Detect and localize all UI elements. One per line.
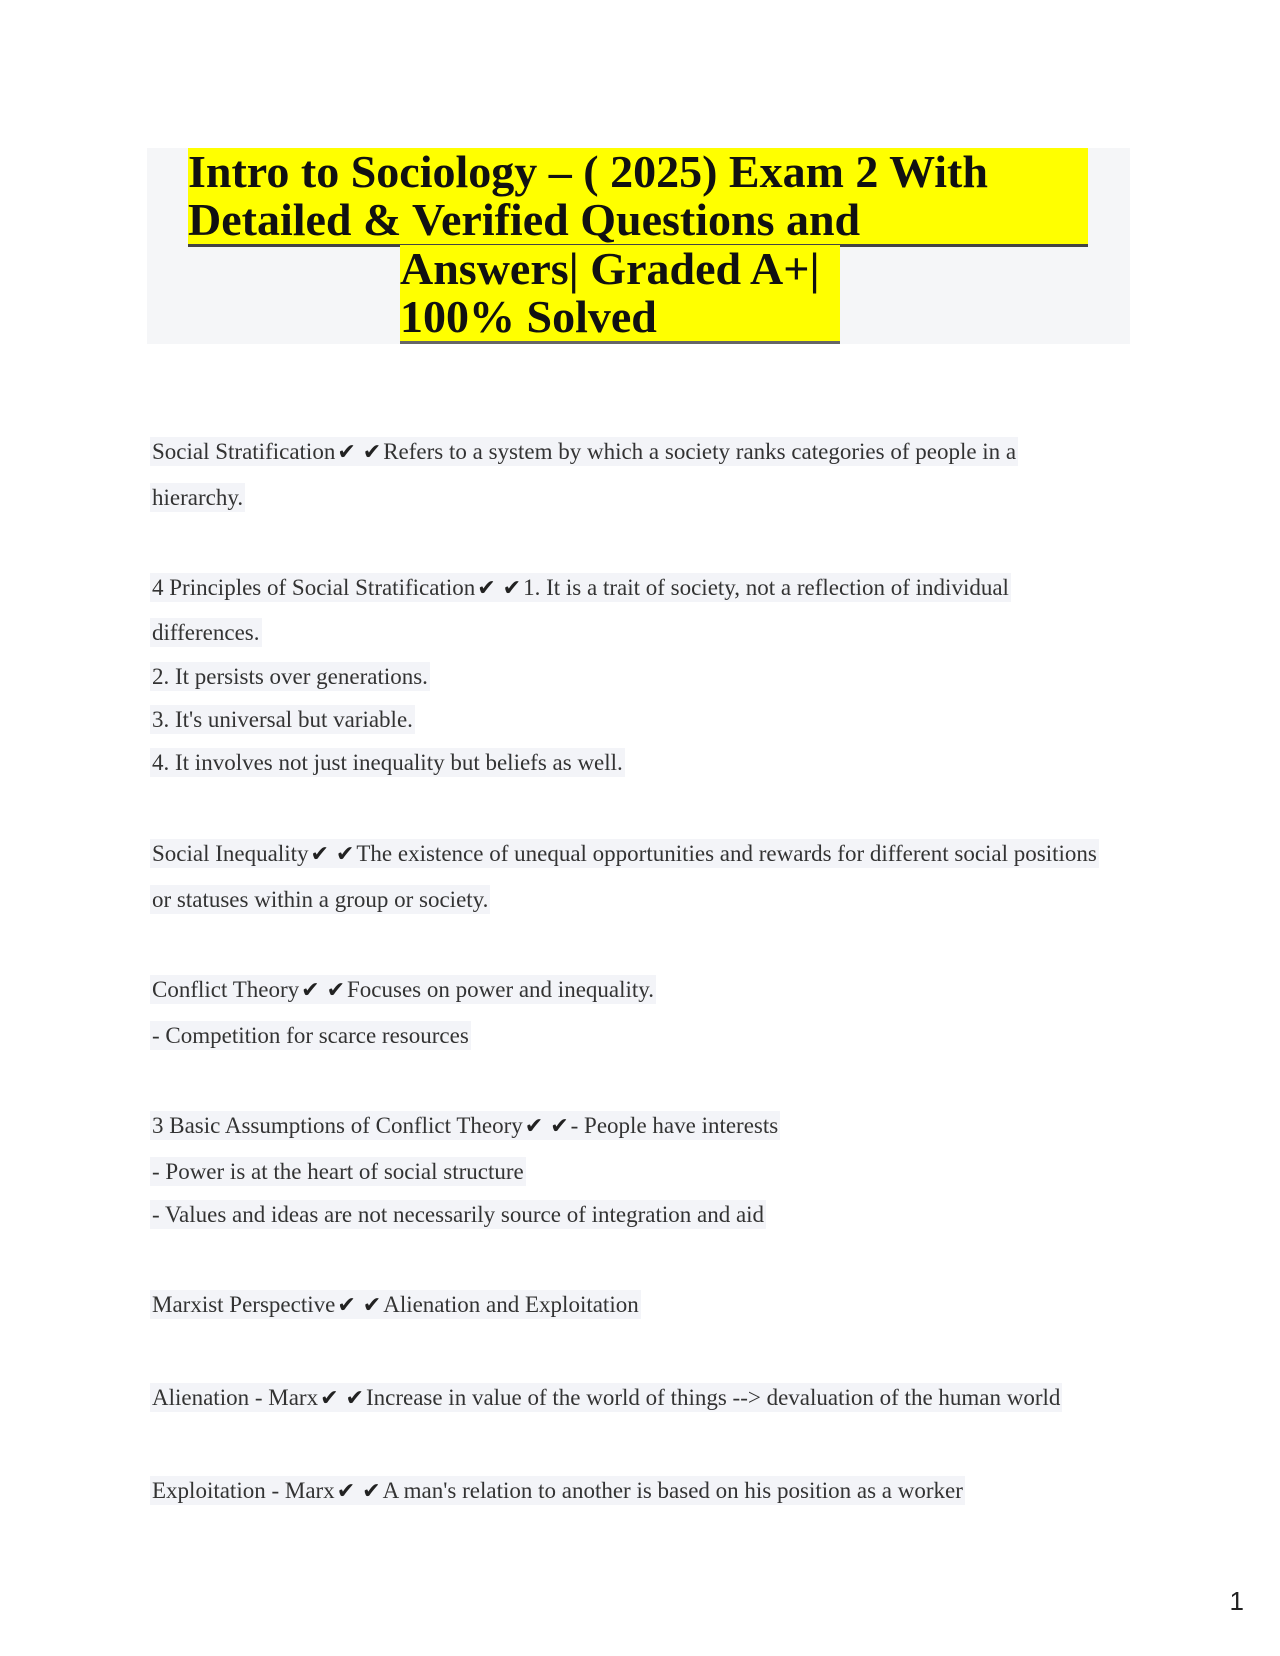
check-icon: ✔ ✔ xyxy=(524,1114,569,1139)
check-icon: ✔ ✔ xyxy=(336,1479,381,1504)
entry-term: Marxist Perspective xyxy=(152,1292,336,1317)
entry-exploitation xyxy=(150,1474,965,1509)
entry-continuation: - Competition for scarce resources xyxy=(152,1023,469,1048)
entry-term: Exploitation - Marx xyxy=(152,1478,335,1503)
entry-definition: A man's relation to another is based on his position as a worker xyxy=(382,1478,963,1503)
entry-marxist-perspective xyxy=(150,1288,641,1323)
entry-definition: The existence of unequal opportunities and rewards for different social positions xyxy=(356,841,1097,866)
entry-continuation: - Power is at the heart of social structure xyxy=(152,1159,524,1184)
title-line-2: Detailed & Verified Questions and xyxy=(188,194,861,245)
entry-term: 3 Basic Assumptions of Conflict Theory xyxy=(152,1113,523,1138)
entry-term: 4 Principles of Social Stratification xyxy=(152,575,476,600)
entry-term: Social Stratification xyxy=(152,439,336,464)
title-line-4: 100% Solved xyxy=(400,291,657,342)
title-line-3: Answers| Graded A+| xyxy=(400,243,820,294)
entry-term: Social Inequality xyxy=(152,841,309,866)
entry-continuation: hierarchy. xyxy=(152,485,244,510)
title-block-top xyxy=(188,148,1088,247)
title-block-bottom xyxy=(400,245,840,344)
check-icon: ✔ ✔ xyxy=(301,978,346,1003)
entry-continuation: 2. It persists over generations. xyxy=(152,664,428,689)
check-icon: ✔ ✔ xyxy=(477,576,522,601)
entry-principles xyxy=(150,571,1011,606)
entry-definition: - People have interests xyxy=(570,1113,779,1138)
entry-social-inequality xyxy=(150,837,1099,872)
entry-social-stratification xyxy=(150,435,1018,470)
entry-definition: Increase in value of the world of things --> devaluation of the human world xyxy=(365,1385,1061,1410)
entry-continuation: differences. xyxy=(152,620,260,645)
check-icon: ✔ ✔ xyxy=(337,440,382,465)
check-icon: ✔ ✔ xyxy=(320,1386,364,1411)
entry-continuation: 3. It's universal but variable. xyxy=(152,707,413,732)
entry-continuation: or statuses within a group or society. xyxy=(152,887,489,912)
page-number: 1 xyxy=(1229,1586,1244,1616)
entry-definition: Alienation and Exploitation xyxy=(383,1292,639,1317)
entry-continuation: 4. It involves not just inequality but beliefs as well. xyxy=(152,750,623,775)
entry-conflict-assumptions xyxy=(150,1109,780,1144)
entry-alienation xyxy=(150,1381,1062,1416)
check-icon: ✔ ✔ xyxy=(310,842,355,867)
check-icon: ✔ ✔ xyxy=(337,1293,382,1318)
entry-definition: Focuses on power and inequality. xyxy=(347,977,655,1002)
entry-definition: 1. It is a trait of society, not a reflection of individual xyxy=(523,575,1009,600)
entry-term: Conflict Theory xyxy=(152,977,300,1002)
entry-continuation: - Values and ideas are not necessarily source of integration and aid xyxy=(152,1202,765,1227)
title-line-1: Intro to Sociology – ( 2025) Exam 2 With xyxy=(188,146,988,197)
entry-conflict-theory xyxy=(150,973,656,1008)
entry-term: Alienation - Marx xyxy=(152,1385,319,1410)
entry-definition: Refers to a system by which a society ranks categories of people in a xyxy=(383,439,1017,464)
